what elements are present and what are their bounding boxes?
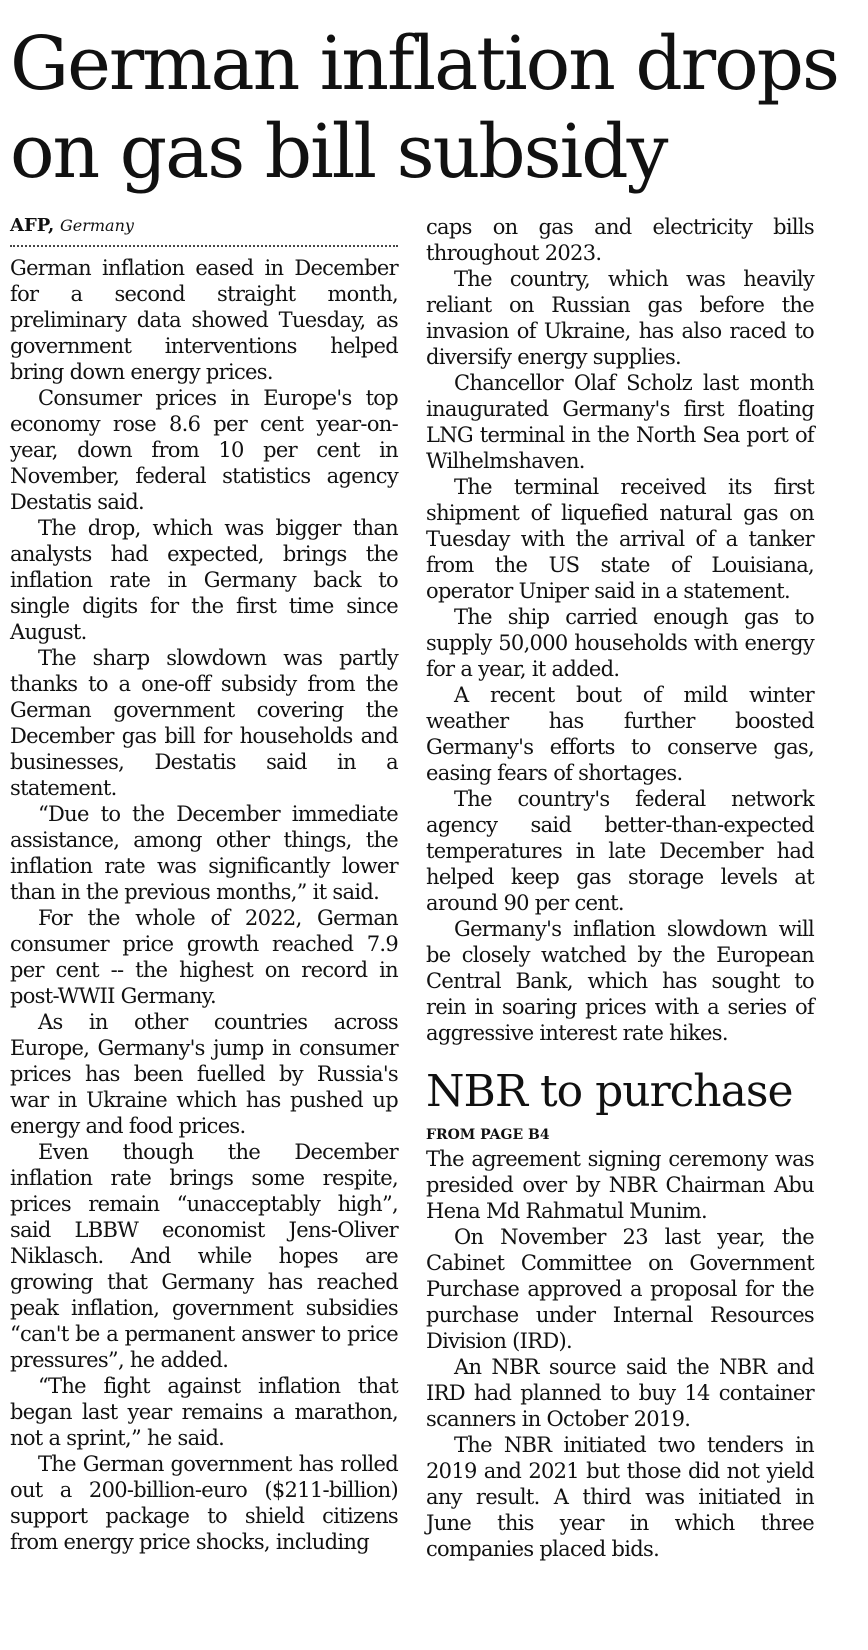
second-article-headline: NBR to purchase <box>426 1066 793 1117</box>
jump-line: FROM PAGE B4 <box>426 1127 550 1143</box>
byline-location: Germany <box>59 216 134 235</box>
article-paragraph: Even though the December inflation rate brings some respite, prices remain “unacceptably high”, said LBBW economist Jens-Oliver Niklasch. And while hopes are growing that Germany has reached peak inflation, government subsidies “can't be a permanent answer to price pressures”, he added. <box>10 1140 398 1372</box>
article-paragraph: “The fight against inflation that began last year remains a marathon, not a sprint,” he said. <box>10 1374 398 1450</box>
article-paragraph: The terminal received its first shipment of liquefied natural gas on Tuesday with the arrival of a tanker from the US state of Louisiana, operator Uniper said in a statement. <box>426 475 814 603</box>
byline <box>10 214 398 247</box>
headline: German inflation drops on gas bill subsidy <box>10 21 839 195</box>
article-paragraph: Chancellor Olaf Scholz last month inaugurated Germany's first floating LNG terminal in the North Sea port of Wilhelmshaven. <box>426 371 814 473</box>
byline-agency: AFP, <box>10 215 55 236</box>
second-article-paragraph: The agreement signing ceremony was presided over by NBR Chairman Abu Hena Md Rahmatul Munim. <box>426 1147 814 1223</box>
article-paragraph-continuation: caps on gas and electricity bills throughout 2023. <box>426 215 814 265</box>
right-column <box>426 214 814 1562</box>
second-article-paragraph: On November 23 last year, the Cabinet Committee on Government Purchase approved a proposal for the purchase under Internal Resources Division (IRD). <box>426 1225 814 1353</box>
article-paragraph-continued: The German government has rolled out a 200-billion-euro ($211-billion) support package to shield citizens from energy price shocks, including <box>10 1452 398 1554</box>
article-paragraph: “Due to the December immediate assistance, among other things, the inflation rate was significantly lower than in the previous months,” it said. <box>10 802 398 904</box>
article-paragraph: A recent bout of mild winter weather has further boosted Germany's efforts to conserve gas, easing fears of shortages. <box>426 683 814 785</box>
article-paragraph: As in other countries across Europe, Germany's jump in consumer prices has been fuelled by Russia's war in Ukraine which has pushed up energy and food prices. <box>10 1010 398 1138</box>
second-article-paragraph: An NBR source said the NBR and IRD had planned to buy 14 container scanners in October 2019. <box>426 1355 814 1431</box>
left-column <box>10 214 398 1555</box>
article-paragraph: Consumer prices in Europe's top economy rose 8.6 per cent year-on-year, down from 10 per cent in November, federal statistics agency Destatis said. <box>10 386 398 514</box>
article-paragraph: The country, which was heavily reliant on Russian gas before the invasion of Ukraine, has also raced to diversify energy supplies. <box>426 267 814 369</box>
article-paragraph: For the whole of 2022, German consumer price growth reached 7.9 per cent -- the highest on record in post-WWII Germany. <box>10 906 398 1008</box>
article-paragraph: The ship carried enough gas to supply 50,000 households with energy for a year, it added. <box>426 605 814 681</box>
article-paragraph: The drop, which was bigger than analysts had expected, brings the inflation rate in Germany back to single digits for the first time since August. <box>10 516 398 644</box>
second-article-paragraph: The NBR initiated two tenders in 2019 and 2021 but those did not yield any result. A third was initiated in June this year in which three companies placed bids. <box>426 1433 814 1561</box>
article-paragraph: Germany's inflation slowdown will be closely watched by the European Central Bank, which has sought to rein in soaring prices with a series of aggressive interest rate hikes. <box>426 917 814 1045</box>
article-paragraph: The country's federal network agency said better-than-expected temperatures in late December had helped keep gas storage levels at around 90 per cent. <box>426 787 814 915</box>
article-paragraph: The sharp slowdown was partly thanks to a one-off subsidy from the German government covering the December gas bill for households and businesses, Destatis said in a statement. <box>10 646 398 800</box>
article-paragraph: German inflation eased in December for a second straight month, preliminary data showed Tuesday, as government interventions helped bring down energy prices. <box>10 256 398 384</box>
